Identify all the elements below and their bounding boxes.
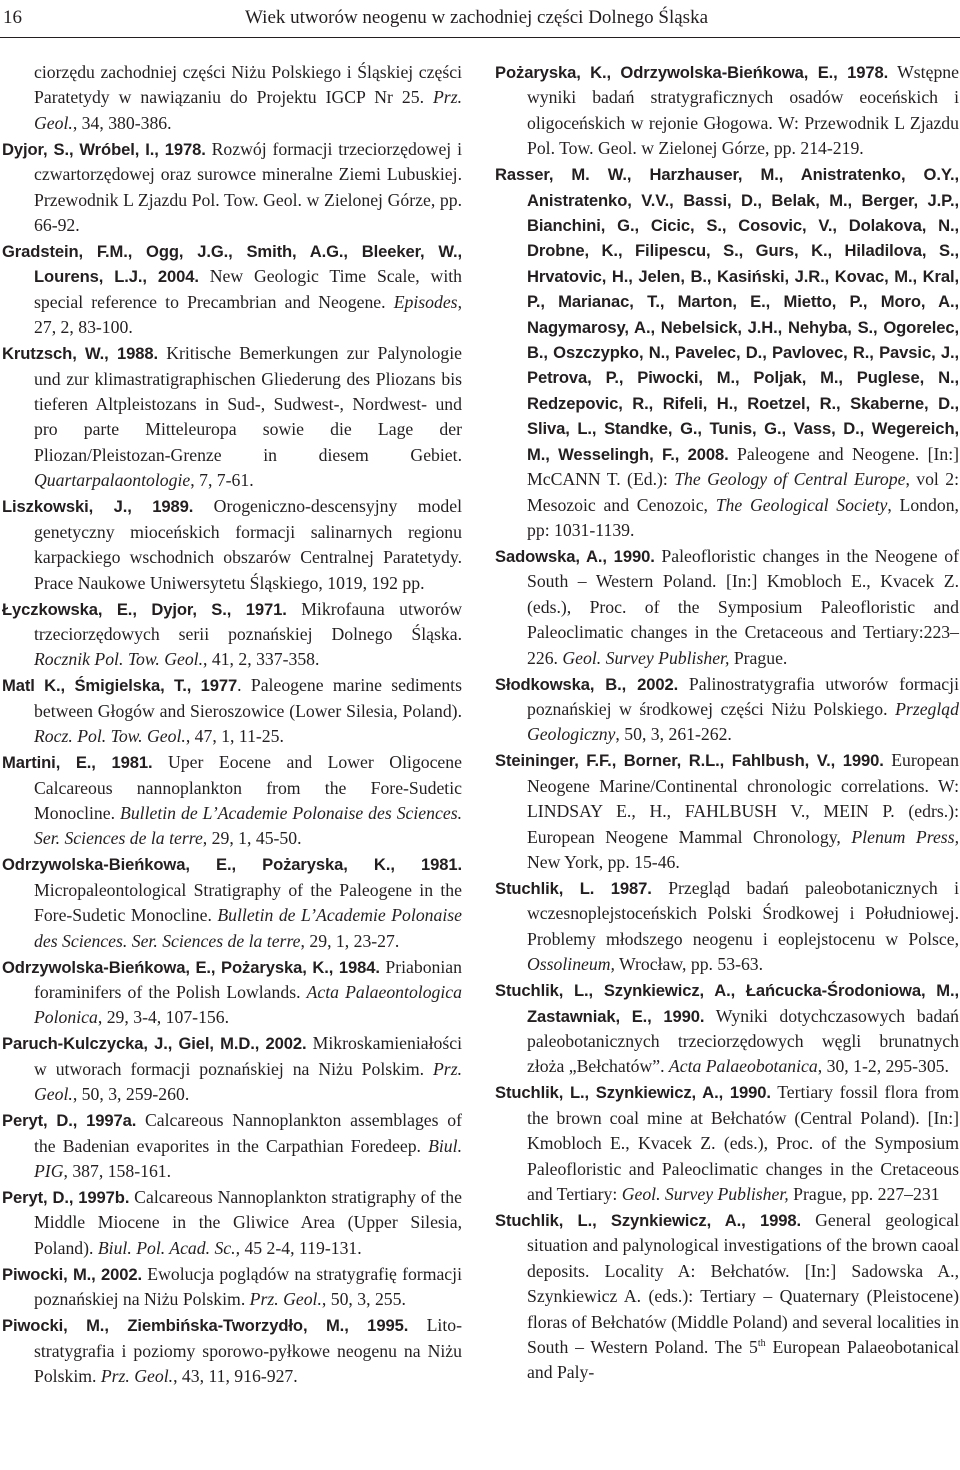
page-header: [0, 4, 960, 32]
reference-entry: [2, 494, 462, 596]
reference-authors: Sadowska, A., 1990.: [495, 546, 655, 566]
reference-text: 45 2-4, 119-131.: [240, 1237, 362, 1258]
reference-authors: Piwocki, M., Ziembińska-Tworzydło, M., 1995.: [2, 1316, 409, 1336]
reference-entry: [2, 955, 462, 1031]
reference-publication: Prz. Geol.: [100, 1366, 174, 1387]
reference-text: , 29, 1, 23-27.: [300, 930, 400, 951]
reference-text: Tertiary fossil flora from the brown coal mine at Bełchatów (Central Poland). [In:] Kmobloch E., Kvacek Z. (eds.), Proc. of the Symposium Paleofloristic and Paleoclimatic changes in the Cretaceous and Tertiary:: [527, 1082, 959, 1205]
reference-text: . Paleogene marine sediments between Głogów and Sieroszowice (Lower Silesia, Poland).: [34, 675, 462, 721]
reference-text: , 7, 7-61.: [190, 470, 254, 491]
reference-publication: The Geology of Central Europe: [674, 469, 906, 490]
reference-entry: [2, 1185, 462, 1261]
reference-text: Kritische Bemerkungen zur Palynologie und zur klimastratigraphischen Gliederung des Pliozans bis tieferen Altpleistozans in Sud-, Sudwest-, Nordwest- und pro parte Mitteleuropa sowie die Lage der Pliozan/Pleistozan-Grenze in diesem Gebiet.: [34, 343, 462, 465]
reference-text: Prague.: [729, 647, 788, 668]
reference-publication: Acta Palaeobotanica: [668, 1056, 818, 1077]
reference-text: , 27, 2, 83-100.: [34, 291, 462, 338]
reference-entry: [2, 137, 462, 239]
reference-text: Micropaleontological Stratigraphy of the Paleogene in the Fore-Sudetic Monocline.: [34, 879, 462, 926]
reference-authors: Peryt, D., 1997b.: [2, 1188, 130, 1207]
left-reference-column: [2, 60, 462, 1390]
reference-publication: Geol. Survey Publisher,: [621, 1184, 789, 1205]
reference-text: , 50, 3, 259-260.: [72, 1084, 190, 1105]
reference-entry: [2, 1108, 462, 1184]
reference-authors: Stuchlik, L., Szynkiewicz, A., 1998.: [495, 1211, 801, 1231]
reference-authors: Łyczkowska, E., Dyjor, S., 1971.: [2, 599, 287, 619]
reference-text: Priabonian foraminifers of the Polish Lowlands.: [34, 956, 462, 1002]
reference-text: Wyniki dotychczasowych badań paleobotanicznych trzeciorzędowych węgli brunatnych złoża „Bełchatów”.: [527, 1005, 959, 1077]
reference-entry: [495, 672, 959, 748]
reference-text: , vol 2: Mesozoic and Cenozoic,: [527, 469, 959, 515]
reference-authors: Krutzsch, W., 1988.: [2, 344, 158, 364]
reference-publication: Prz. Geol.: [249, 1289, 322, 1310]
reference-entry: [495, 978, 959, 1080]
reference-text: Rozwój formacji trzeciorzędowej i czwartorzędowej oraz surowce mineralne Ziemi Lubuskiej. Przewodnik L Zjazdu Pol. Tow. Geol. w Zielonej Górze, pp. 66-92.: [34, 138, 462, 236]
reference-text: , London, pp: 1031-1139.: [527, 494, 959, 540]
reference-text: , 50, 3, 255.: [321, 1289, 406, 1310]
page-number: 16: [3, 7, 22, 28]
reference-authors: Pożaryska, K., Odrzywolska-Bieńkowa, E., 1978.: [495, 63, 889, 82]
reference-entry: [495, 1208, 959, 1386]
reference-entry: [495, 60, 959, 162]
reference-authors: Odrzywolska-Bieńkowa, E., Pożaryska, K., 1981.: [2, 855, 462, 875]
reference-entry: [495, 162, 959, 543]
reference-text: New York, pp. 15-46.: [527, 851, 680, 872]
right-reference-column: [495, 60, 959, 1386]
reference-entry: [2, 750, 462, 852]
reference-text: General geological situation and palynological investigations of the brown caoal deposits. Locality A: Bełchatów. [In:] Sadowska A., Szynkiewicz A. (eds.): Tertiary – Quaternary (Pleistocene) floras of Bełchatów (Middle Poland) and several localities in South – Western Poland. The 5: [527, 1210, 959, 1358]
reference-entry: [495, 544, 959, 671]
reference-text: Calcareous Nannoplankton stratigraphy of the Middle Miocene in the Gliwice Area (Upper Silesia, Poland).: [34, 1187, 462, 1258]
reference-text: Wrocław, pp. 53-63.: [614, 954, 764, 975]
reference-authors: Dyjor, S., Wróbel, I., 1978.: [2, 139, 206, 159]
reference-entry: [2, 1031, 462, 1107]
reference-authors: Peryt, D., 1997a.: [2, 1111, 137, 1131]
reference-text: ciorzędu zachodniej części Niżu Polskiego i Śląskiej części Paratetydy w nawiązaniu do Projektu IGCP Nr 25.: [34, 62, 462, 108]
reference-entry: [2, 673, 462, 749]
reference-text: , 47, 1, 11-25.: [185, 726, 284, 747]
reference-text: , 43, 11, 916-927.: [173, 1366, 298, 1387]
reference-authors: Słodkowska, B., 2002.: [495, 674, 679, 694]
reference-entry: [495, 748, 959, 875]
reference-text: Prague, pp. 227–231: [788, 1184, 940, 1205]
reference-text: Paleofloristic changes in the Neogene of South – Western Poland. [In:] Kmobloch E., Kvacek Z. (eds.), Proc. of the Symposium Paleofloristic and Paleoclimatic changes in the Cretaceous and Tertiary:223–226.: [527, 545, 959, 668]
reference-text: European Neogene Marine/Continental chronologic correlations. W: LINDSAY E., H., FAHLBUSH V., MEIN P. (edrs.): European Neogene Mammal Chronology,: [527, 750, 959, 847]
reference-text: Mikroskamieniałości w utworach formacji poznańskiej na Niżu Polskim.: [34, 1033, 462, 1079]
reference-text: Litostratygrafia i poziomy sporowo-pyłkowe neogenu na Niżu Polskim.: [34, 1315, 462, 1387]
reference-text: Calcareous Nannoplankton assemblages of the Badenian evaporites in the Carpathian Foredeep.: [34, 1110, 462, 1156]
reference-publication: Plenum Press,: [851, 826, 959, 847]
reference-publication: Biul. Pol. Acad. Sc.,: [97, 1237, 241, 1258]
reference-text: Uper Eocene and Lower Oligocene Calcareous nannoplankton from the Fore-Sudetic Monocline.: [34, 752, 462, 823]
reference-authors: Stuchlik, L. 1987.: [495, 878, 652, 898]
reference-publication: Bulletin de L’Academie Polonaise des Sciences. Ser. Sciences de la terre: [34, 905, 462, 951]
reference-publication: Prz. Geol.: [34, 87, 462, 133]
reference-text: Mikrofauna utworów trzeciorzędowych serii poznańskiej Dolnego Śląska.: [34, 598, 462, 644]
reference-authors: Piwocki, M., 2002.: [2, 1264, 143, 1284]
reference-publication: Rocz. Pol. Tow. Geol.: [34, 726, 186, 747]
reference-authors: Gradstein, F.M., Ogg, J.G., Smith, A.G., Bleeker, W., Lourens, L.J., 2004.: [2, 242, 462, 287]
reference-text: , 29, 3-4, 107-156.: [97, 1007, 230, 1028]
running-title: Wiek utworów neogenu w zachodniej części Dolnego Śląska: [245, 7, 709, 28]
reference-text: Ewolucja poglądów na stratygrafię formacji poznańskiej na Niżu Polskim.: [34, 1263, 462, 1310]
reference-publication: Quartarpalaontologie: [34, 470, 191, 491]
reference-text: Orogeniczno-descensyjny model genetyczny mioceńskich formacji salinarnych regionu karpackiego wschodnich obszarów Centralnej Paratetydy. Prace Naukowe Uniwersytetu Śląskiego, 1019, 192 pp.: [34, 496, 462, 593]
reference-publication: Geol. Survey Publisher,: [562, 647, 730, 668]
reference-entry: [2, 852, 462, 954]
reference-publication: Rocznik Pol. Tow. Geol.: [34, 649, 204, 670]
reference-publication: Przegląd Geologiczny: [527, 698, 959, 745]
reference-entry: [2, 597, 462, 673]
reference-entry: [2, 239, 462, 341]
reference-publication: Biul. PIG: [34, 1135, 462, 1181]
reference-authors: Stuchlik, L., Szynkiewicz, A., 1990.: [495, 1083, 771, 1103]
reference-text: European Palaeobotanical and Paly-: [527, 1337, 959, 1383]
reference-publication: Prz. Geol.: [34, 1058, 462, 1105]
reference-entry-continued: [2, 60, 462, 136]
reference-authors: Martini, E., 1981.: [2, 753, 153, 773]
reference-text: , 50, 3, 261-262.: [615, 724, 732, 745]
reference-authors: Odrzywolska-Bieńkowa, E., Pożaryska, K., 1984.: [2, 957, 380, 977]
reference-entry: [495, 1080, 959, 1207]
reference-authors: Stuchlik, L., Szynkiewicz, A., Łańcucka-Środoniowa, M., Zastawniak, E., 1990.: [495, 981, 959, 1026]
reference-entry: [2, 1262, 462, 1313]
reference-authors: Paruch-Kulczycka, J., Giel, M.D., 2002.: [2, 1034, 307, 1054]
reference-entry: [2, 1313, 462, 1389]
reference-authors: Liszkowski, J., 1989.: [2, 497, 194, 517]
reference-text: , 387, 158-161.: [63, 1161, 172, 1181]
reference-text: Paleogene and Neogene. [In:] McCANN T. (Ed.):: [527, 443, 959, 490]
reference-text: Wstępne wyniki badań stratygraficznych osadów eoceńskich i oligoceńskich w rejonie Głogowa. W: Przewodnik L Zjazdu Pol. Tow. Geol. w Zielonej Górze, pp. 214-219.: [527, 62, 959, 159]
reference-publication: Acta Palaeontologica Polonica: [34, 981, 462, 1028]
reference-publication: Episodes: [393, 291, 458, 312]
reference-text: Przegląd badań paleobotanicznych i wczesnoplejstoceńskich Polski Środkowej i Południowej. Problemy młodszego neogenu i eoplejstocenu w Polsce,: [527, 877, 959, 949]
reference-authors: Matl K., Śmigielska, T., 1977: [2, 676, 238, 696]
reference-entry: [2, 341, 462, 493]
header-rule: [0, 37, 960, 38]
reference-authors: Steininger, F.F., Borner, R.L., Fahlbush, V., 1990.: [495, 751, 884, 771]
reference-text: , 29, 1, 45-50.: [202, 828, 302, 849]
reference-authors: Rasser, M. W., Harzhauser, M., Anistratenko, O.Y., Anistratenko, V.V., Bassi, D., Belak, M., Berger, J.P., Bianchini, G., Cicic, S., Cosovic, V., Dolakova, N., Drobne, K., Filipescu, S., Gurs, K., Hiladilova, S., Hrvatovic, H., Jelen, B., Kasiński, J.R., Kovac, M., Kral, P., Marianac, T., Marton, E., Mietto, P., Moro, A., Nagymarosy, A., Nebelsick, J.H., Nehyba, S., Ogorelec, B., Oszczypko, N., Pavelec, D., Pavlovec, R., Pavsic, J., Petrova, P., Piwocki, M., Poljak, M., Puglese, N., Redzepovic, R., Rifeli, H., Roetzel, R., Skaberne, D., Sliva, L., Standke, G., Tunis, G., Vass, D., Wegereich, M., Wesselingh, F., 2008.: [495, 165, 959, 464]
reference-text: , 34, 380-386.: [72, 112, 172, 133]
reference-text: , 30, 1-2, 295-305.: [817, 1056, 949, 1077]
reference-text: , 41, 2, 337-358.: [203, 649, 320, 670]
reference-text: New Geologic Time Scale, with special reference to Precambrian and Neogene.: [34, 266, 462, 312]
reference-text: Palinostratygrafia utworów formacji poznańskiej w środkowej części Niżu Polskiego.: [527, 673, 959, 719]
reference-entry: [495, 876, 959, 978]
superscript: th: [757, 1338, 766, 1350]
reference-publication: Ossolineum,: [527, 954, 615, 975]
reference-publication: The Geological Society: [715, 494, 888, 515]
reference-publication: Bulletin de L’Academie Polonaise des Sciences. Ser. Sciences de la terre: [34, 802, 462, 849]
